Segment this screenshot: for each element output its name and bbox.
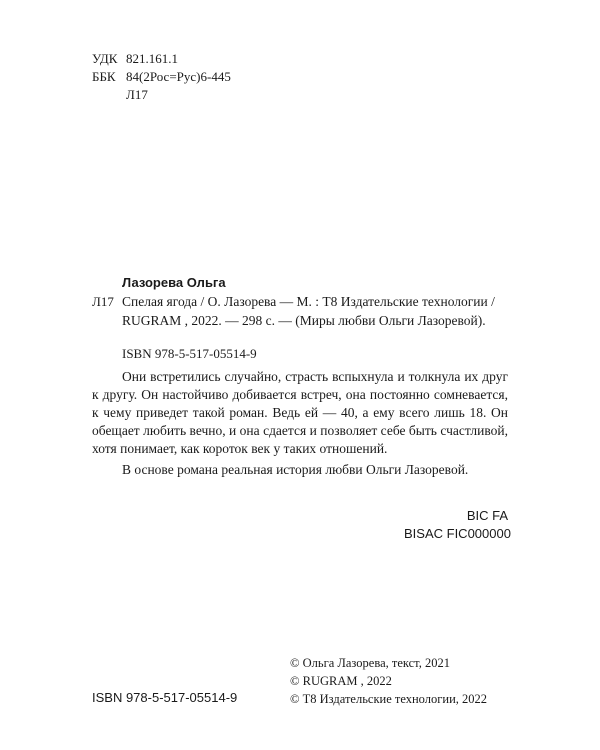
udk-value: 821.161.1: [126, 51, 178, 66]
annotation-paragraph-2: В основе романа реальная история любви Ольги Лазоревой.: [122, 462, 469, 477]
copyright-line: © Т8 Издательские технологии, 2022: [290, 692, 488, 706]
bbk-label: ББК: [92, 69, 116, 84]
udk-label: УДК: [92, 51, 118, 66]
record-code: Л17: [92, 294, 114, 309]
author-code: Л17: [126, 87, 148, 102]
isbn-footer: ISBN 978-5-517-05514-9: [92, 690, 238, 705]
bibliographic-description: Спелая ягода / О. Лазорева — М. : Т8 Издательские технологии / RUGRAM , 2022. — 298 с. — (Миры любви Ольги Лазоревой).: [122, 294, 495, 328]
author-name: Лазорева Ольга: [122, 275, 226, 290]
bic-code: BIC FA: [466, 508, 508, 523]
copyright-line: © RUGRAM , 2022: [290, 674, 392, 688]
bisac-code: BISAC FIC000000: [404, 526, 511, 541]
annotation-paragraph-1: Они встретились случайно, страсть вспыхнула и толкнула их друг к другу. Он настойчиво добивается встреч, она постоянно сомневается, к чему приведет такой роман. Ведь ей — 40, а ему всего лишь 18. Он обещает любить вечно, и она сдается и позволяет себе быть счастливой, хотя понимает, как короток век у таких отношений.: [92, 369, 508, 456]
isbn-record: ISBN 978-5-517-05514-9: [122, 346, 257, 361]
bbk-value: 84(2Рос=Рус)6-445: [126, 69, 231, 84]
bbk-row: [92, 68, 231, 86]
annotation: [92, 368, 508, 479]
classification-codes: [404, 507, 511, 543]
catalog-block: [92, 50, 231, 104]
author-code-row: [92, 86, 231, 104]
udk-row: [92, 50, 231, 68]
copyright-block: [290, 654, 487, 708]
copyright-line: © Ольга Лазорева, текст, 2021: [290, 656, 450, 670]
